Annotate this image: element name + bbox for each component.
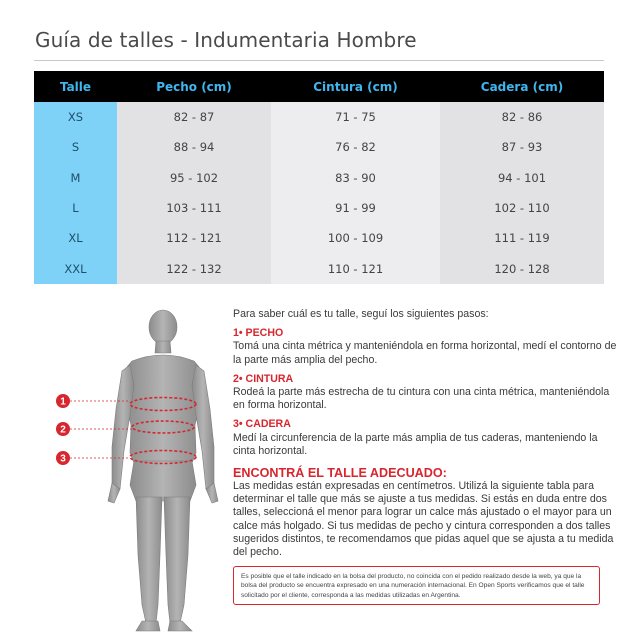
cell-cintura: 71 - 75 (271, 102, 440, 132)
step-title-pecho: 1• PECHO (233, 327, 284, 340)
marker-1-label: 1 (60, 396, 66, 408)
male-silhouette-illustration (50, 305, 230, 640)
cell-talle: XXL (34, 253, 117, 283)
cell-talle: XL (34, 223, 117, 253)
header-cintura: Cintura (cm) (271, 71, 440, 102)
size-chart-table (34, 71, 604, 284)
cell-cadera: 87 - 93 (440, 132, 604, 162)
cell-cadera: 82 - 86 (440, 102, 604, 132)
step-text-cintura: Rodeá la parte más estrecha de tu cintura con una cinta métrica, manteniéndola en forma horizontal. (233, 386, 610, 412)
cell-cintura: 100 - 109 (271, 223, 440, 253)
marker-3 (56, 451, 70, 465)
step-title-cadera: 3• CADERA (233, 418, 291, 431)
cell-talle: XS (34, 102, 117, 132)
table-row (34, 223, 604, 253)
step-text-pecho: Tomá una cinta métrica y manteniéndola en forma horizontal, medí el contorno de la parte más amplia del pecho. (233, 340, 617, 366)
step-title-cintura: 2• CINTURA (233, 372, 294, 385)
cell-pecho: 103 - 111 (117, 193, 271, 223)
header-talle: Talle (34, 71, 117, 102)
body-measurement-figure (50, 305, 230, 640)
cell-cadera: 120 - 128 (440, 253, 604, 283)
header-cadera: Cadera (cm) (440, 71, 604, 102)
cell-cadera: 111 - 119 (440, 223, 604, 253)
cell-cintura: 83 - 90 (271, 163, 440, 193)
cell-pecho: 95 - 102 (117, 163, 271, 193)
cell-talle: M (34, 163, 117, 193)
cell-pecho: 112 - 121 (117, 223, 271, 253)
table-row (34, 253, 604, 283)
table-header-row (34, 71, 604, 102)
marker-1 (56, 394, 70, 408)
find-size-text: Las medidas están expresadas en centímetros. Utilizá la siguiente tabla para determinar el talle que más se ajuste a tus medidas. Si estás en duda entre dos talles, seleccioná el menor para lograr un calce más ajustado o el mayor para un calce más holgado. Si tus medidas de pecho y cintura corresponden a dos talles sugeridos distintos, te recomendamos que pidas aquel que se ajusta a tu medida del pecho. (233, 480, 614, 559)
cell-talle: S (34, 132, 117, 162)
instructions-intro: Para saber cuál es tu talle, seguí los siguientes pasos: (233, 308, 489, 320)
cell-pecho: 122 - 132 (117, 253, 271, 283)
cell-pecho: 82 - 87 (117, 102, 271, 132)
body-silhouette (108, 310, 218, 631)
page-title: Guía de talles - Indumentaria Hombre (35, 28, 417, 52)
table-row (34, 163, 604, 193)
find-size-title: ENCONTRÁ EL TALLE ADECUADO: (233, 466, 447, 481)
cell-cintura: 110 - 121 (271, 253, 440, 283)
marker-2 (56, 422, 70, 436)
cell-cintura: 91 - 99 (271, 193, 440, 223)
table-row (34, 102, 604, 132)
table-row (34, 193, 604, 223)
marker-2-label: 2 (60, 424, 66, 436)
cell-pecho: 88 - 94 (117, 132, 271, 162)
table-row (34, 132, 604, 162)
step-text-cadera: Medí la circunferencia de la parte más amplia de tus caderas, manteniendo la cinta horizontal. (233, 431, 598, 457)
cell-cadera: 102 - 110 (440, 193, 604, 223)
size-disclaimer-note: Es posible que el talle indicado en la bolsa del producto, no coincida con el pedido realizado desde la web, ya que la bolsa del producto se encuentra expresado en una numeración internacional. En Open Sports verificamos que el talle solicitado por el cliente, corresponda a las medidas utilizadas en Argentina. (233, 566, 600, 605)
cell-cadera: 94 - 101 (440, 163, 604, 193)
title-divider (34, 60, 604, 61)
measurement-instructions (233, 308, 618, 559)
header-pecho: Pecho (cm) (117, 71, 271, 102)
marker-3-label: 3 (60, 453, 66, 465)
cell-talle: L (34, 193, 117, 223)
cell-cintura: 76 - 82 (271, 132, 440, 162)
